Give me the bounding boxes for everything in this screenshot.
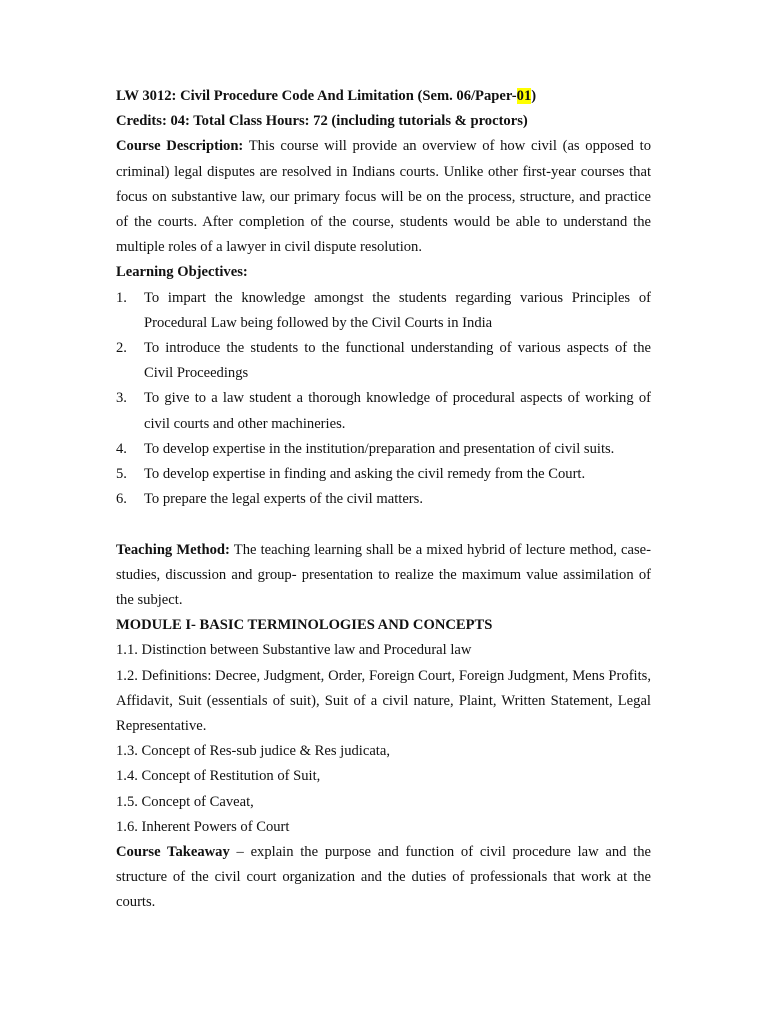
objective-text: To develop expertise in the institution/preparation and presentation of civil suits. <box>144 440 615 457</box>
objective-item <box>116 386 651 436</box>
course-title-close: ) <box>531 88 537 104</box>
course-takeaway-text: – explain the purpose and function of civil procedure law and the structure of the civil court organization and the duties of professionals that work at the courts. <box>116 844 652 911</box>
objective-number: 1. <box>116 289 127 306</box>
module-heading: MODULE I- BASIC TERMINOLOGIES AND CONCEPTS <box>116 617 493 634</box>
objective-number: 2. <box>116 340 127 357</box>
module-topics-list <box>116 638 651 840</box>
module-topic: 1.5. Concept of Caveat, <box>116 793 254 810</box>
module-topic: 1.6. Inherent Powers of Court <box>116 818 290 835</box>
objective-text: To develop expertise in finding and asking the civil remedy from the Court. <box>144 466 586 483</box>
objective-number: 6. <box>116 491 127 508</box>
module-topic: 1.3. Concept of Res-sub judice & Res judicata, <box>116 743 390 760</box>
course-takeaway <box>116 840 651 916</box>
course-title-main: LW 3012: Civil Procedure Code And Limitation (Sem. 06/Paper- <box>116 88 517 104</box>
objective-number: 3. <box>116 390 127 407</box>
course-description-text: This course will provide an overview of how civil (as opposed to criminal) legal disputes are resolved in Indians courts. Unlike other first-year courses that focus on substantive law, our primary focus will be on the process, structure, and practice of the courts. After completion of the course, students would be able to understand the multiple roles of a lawyer in civil dispute resolution. <box>116 138 651 256</box>
objective-item <box>116 437 651 462</box>
learning-objectives-list <box>116 286 651 513</box>
objective-text: To impart the knowledge amongst the students regarding various Principles of Procedural Law being followed by the Civil Courts in India <box>144 289 651 331</box>
objective-text: To give to a law student a thorough knowledge of procedural aspects of working of civil courts and other machineries. <box>144 390 651 432</box>
course-takeaway-label: Course Takeaway <box>116 844 230 861</box>
objective-item <box>116 462 651 487</box>
objective-item <box>116 336 651 386</box>
document-body <box>116 84 651 916</box>
objective-item <box>116 286 651 336</box>
objective-number: 5. <box>116 466 127 483</box>
spacer <box>116 512 651 537</box>
teaching-method <box>116 538 651 614</box>
course-description <box>116 134 651 260</box>
learning-objectives-heading: Learning Objectives: <box>116 264 248 281</box>
credits-line: Credits: 04: Total Class Hours: 72 (including tutorials & proctors) <box>116 113 528 130</box>
module-topic: 1.2. Definitions: Decree, Judgment, Order, Foreign Court, Foreign Judgment, Mens Profits, Affidavit, Suit (essentials of suit), Suit of a civil nature, Plaint, Written Statement, Legal Representative. <box>116 667 651 735</box>
objective-text: To introduce the students to the functional understanding of various aspects of the Civil Proceedings <box>144 340 651 382</box>
teaching-method-label: Teaching Method: <box>116 541 230 558</box>
objective-text: To prepare the legal experts of the civil matters. <box>144 491 423 508</box>
module-topic: 1.1. Distinction between Substantive law and Procedural law <box>116 642 472 659</box>
objective-number: 4. <box>116 440 127 457</box>
module-topic: 1.4. Concept of Restitution of Suit, <box>116 768 321 785</box>
course-description-label: Course Description: <box>116 138 244 155</box>
teaching-method-text: The teaching learning shall be a mixed hybrid of lecture method, case-studies, discussion and group- presentation to realize the maximum value assimilation of the subject. <box>116 541 651 609</box>
course-title <box>116 84 651 109</box>
objective-item <box>116 487 651 512</box>
paper-number-highlight: 01 <box>516 88 532 104</box>
